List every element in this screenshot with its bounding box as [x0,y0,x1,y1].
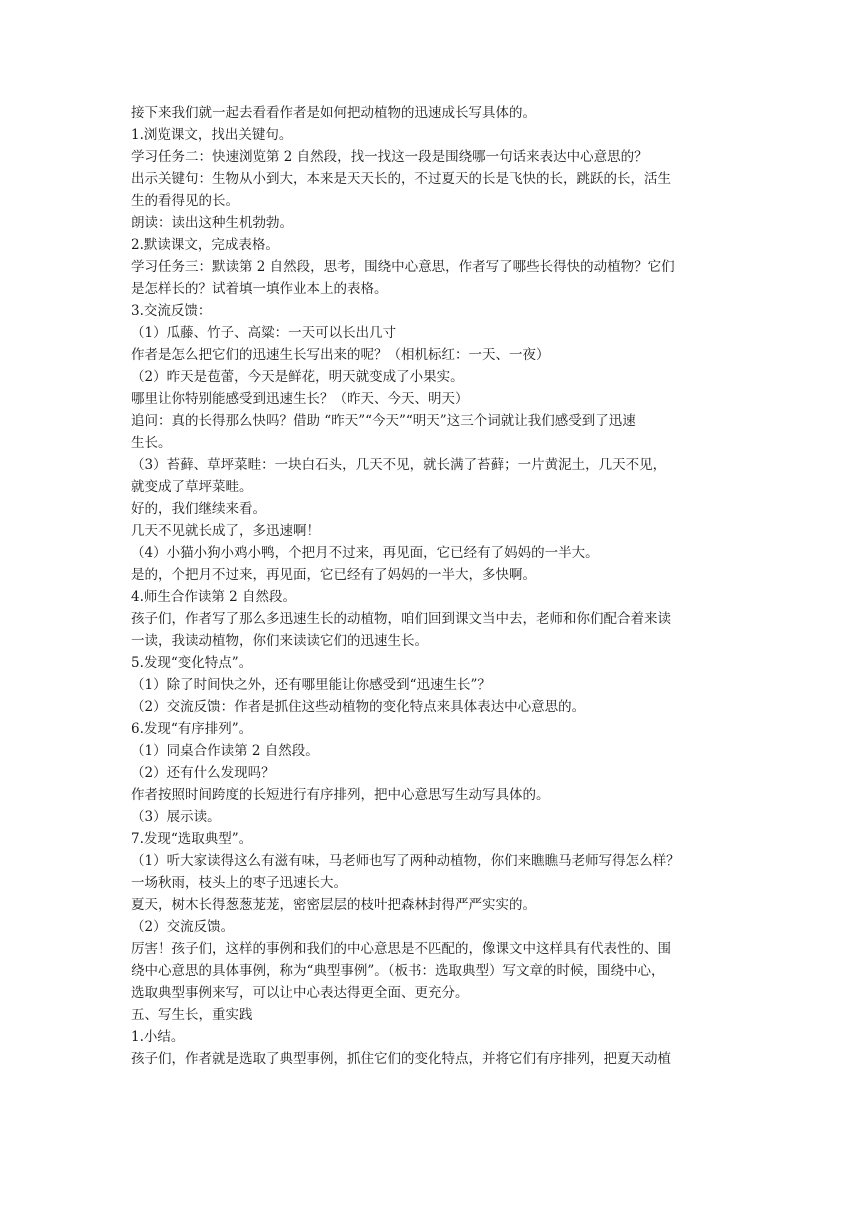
text-line: 2.默读课文，完成表格。 [131,237,279,253]
text-line: （4）小猫小狗小鸡小鸭，个把月不过来，再见面，它已经有了妈妈的一半大。 [131,545,599,561]
text-line: 学习任务二：快速浏览第 2 自然段，找一找这一段是围绕哪一句话来表达中心意思的？ [131,149,648,165]
text-line: （3）展示读。 [131,809,221,825]
text-line: （3）苔藓、草坪菜畦：一块白石头，几天不见，就长满了苔藓；一片黄泥土，几天不见， [131,457,667,473]
text-line: 选取典型事例来写，可以让中心表达得更全面、更充分。 [131,985,469,1001]
text-line: 生长。 [131,435,172,451]
text-line: （1）同桌合作读第 2 自然段。 [131,743,319,759]
text-line: 出示关键句：生物从小到大，本来是天天长的，不过夏天的长是飞快的长，跳跃的长，活生 [131,171,671,187]
text-line: 是怎样长的？试着填一填作业本上的表格。 [131,281,388,297]
text-line: （1）瓜藤、竹子、高粱：一天可以长出几寸 [131,325,397,341]
text-line: 夏天，树木长得葱葱茏茏，密密层层的枝叶把森林封得严严实实的。 [131,897,536,913]
text-line: 厉害！孩子们，这样的事例和我们的中心意思是不匹配的，像课文中这样具有代表性的、围 [131,941,671,957]
text-line: 是的，个把月不过来，再见面，它已经有了妈妈的一半大，多快啊。 [131,567,536,583]
section-heading: 五、写生长，重实践 [131,1007,253,1023]
text-line: 1.浏览课文，找出关键句。 [131,127,293,143]
text-line: （1）除了时间快之外，还有哪里能让你感受到“迅速生长”？ [131,677,491,693]
text-line: 孩子们，作者写了那么多迅速生长的动植物，咱们回到课文当中去，老师和你们配合着来读 [131,611,671,627]
text-line: 一场秋雨，枝头上的枣子迅速长大。 [131,875,347,891]
text-line: （2）还有什么发现吗？ [131,765,275,781]
text-line: 7.发现“选取典型”。 [131,831,253,847]
text-line: 接下来我们就一起去看看作者是如何把动植物的迅速成长写具体的。 [131,105,536,121]
text-line: 作者是怎么把它们的迅速生长写出来的呢？（相机标红：一天、一夜） [131,347,550,363]
text-line: （2）交流反馈。 [131,919,235,935]
text-line: （1）听大家读得这么有滋有味，马老师也写了两种动植物，你们来瞧瞧马老师写得怎么样？ [131,853,680,869]
text-line: 好的，我们继续来看。 [131,501,266,517]
text-line: 孩子们，作者就是选取了典型事例，抓住它们的变化特点，并将它们有序排列，把夏天动植 [131,1051,671,1067]
text-line: 学习任务三：默读第 2 自然段，思考，围绕中心意思，作者写了哪些长得快的动植物？它们 [131,259,675,275]
text-line: 就变成了草坪菜畦。 [131,479,253,495]
document-body [131,102,741,1070]
text-line: 哪里让你特别能感受到迅速生长？（昨天、今天、明天） [131,391,469,407]
text-line: （2）昨天是苞蕾，今天是鲜花，明天就变成了小果实。 [131,369,464,385]
text-line: 1.小结。 [131,1029,185,1045]
text-line: （2）交流反馈：作者是抓住这些动植物的变化特点来具体表达中心意思的。 [131,699,586,715]
text-line: 5.发现“变化特点”。 [131,655,253,671]
text-line: 追问：真的长得那么快吗？借助 “昨天”“今天”“明天”这三个词就让我们感受到了迅速 [131,413,636,429]
text-line: 6.发现“有序排列”。 [131,721,253,737]
text-line: 作者按照时间跨度的长短进行有序排列，把中心意思写生动写具体的。 [131,787,550,803]
text-line: 几天不见就长成了，多迅速啊！ [131,523,320,539]
text-line: 4.师生合作读第 2 自然段。 [131,589,297,605]
text-line: 朗读：读出这种生机勃勃。 [131,215,293,231]
text-line: 3.交流反馈： [131,303,212,319]
text-line: 绕中心意思的具体事例，称为“典型事例”。（板书：选取典型）写文章的时候，围绕中心， [131,963,665,979]
text-line: 一读，我读动植物，你们来读读它们的迅速生长。 [131,633,428,649]
text-line: 生的看得见的长。 [131,193,239,209]
